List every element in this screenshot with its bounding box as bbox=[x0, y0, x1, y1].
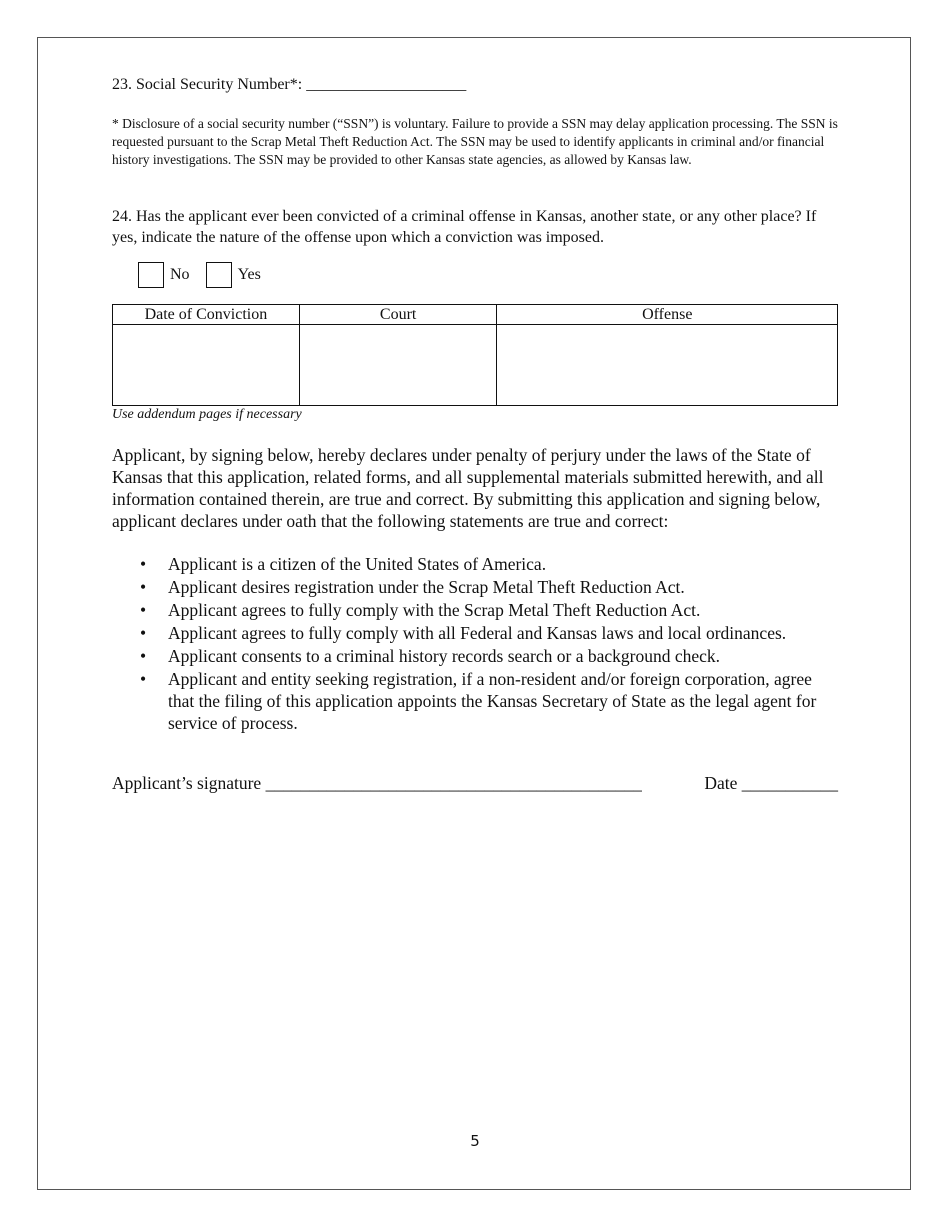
list-item bbox=[112, 599, 838, 621]
addendum-note: Use addendum pages if necessary bbox=[112, 407, 302, 422]
list-item bbox=[112, 645, 838, 667]
statements-list bbox=[112, 553, 838, 735]
statement-text: Applicant desires registration under the Scrap Metal Theft Reduction Act. bbox=[168, 577, 685, 597]
statement-text: Applicant agrees to fully comply with all Federal and Kansas laws and local ordinances. bbox=[168, 623, 787, 643]
signature-row bbox=[112, 773, 838, 794]
no-checkbox[interactable] bbox=[138, 262, 164, 288]
bullet-icon: • bbox=[140, 577, 147, 597]
declaration-paragraph: Applicant, by signing below, hereby declares under penalty of perjury under the laws of the State of Kansas that this application, related forms, and all supplemental materials submitted herewith, and all information contained therein, are true and correct. By submitting this application and signing below, applicant declares under oath that the following statements are true and correct: bbox=[112, 445, 824, 531]
conviction-options bbox=[138, 262, 277, 288]
header-date-of-conviction: Date of Conviction bbox=[113, 305, 300, 325]
offense-cell[interactable] bbox=[497, 325, 838, 406]
page-number: 5 bbox=[470, 1132, 480, 1150]
header-offense: Offense bbox=[497, 305, 838, 325]
yes-checkbox-label: Yes bbox=[237, 266, 261, 283]
bullet-icon: • bbox=[140, 554, 147, 574]
date-of-conviction-cell[interactable] bbox=[113, 325, 300, 406]
list-item bbox=[112, 668, 838, 734]
bullet-icon: • bbox=[140, 600, 147, 620]
statement-text: Applicant and entity seeking registration, if a non-resident and/or foreign corporation, agree that the filing of this application appoints the Kansas Secretary of State as the legal agent for service of process. bbox=[168, 669, 817, 733]
statement-text: Applicant is a citizen of the United States of America. bbox=[168, 554, 547, 574]
list-item bbox=[112, 553, 838, 575]
table-header-row bbox=[113, 305, 838, 325]
convictions-table bbox=[112, 304, 838, 406]
table-row bbox=[113, 325, 838, 406]
no-checkbox-label: No bbox=[170, 266, 190, 283]
list-item bbox=[112, 576, 838, 598]
ssn-question[interactable]: 23. Social Security Number*: ____________________ bbox=[112, 76, 467, 93]
bullet-icon: • bbox=[140, 623, 147, 643]
applicant-signature-field[interactable]: Applicant’s signature ___________________________________________ bbox=[112, 773, 642, 793]
yes-checkbox[interactable] bbox=[206, 262, 232, 288]
date-field[interactable]: Date ___________ bbox=[704, 773, 838, 793]
conviction-question: 24. Has the applicant ever been convicted of a criminal offense in Kansas, another state, or any other place? If yes, indicate the nature of the offense upon which a conviction was imposed. bbox=[112, 208, 817, 246]
ssn-disclosure-note: * Disclosure of a social security number (“SSN”) is voluntary. Failure to provide a SSN may delay application processing. The SSN is requested pursuant to the Scrap Metal Theft Reduction Act. The SSN may be used to identify applicants in criminal and/or financial history investigations. The SSN may be provided to other Kansas state agencies, as allowed by Kansas law. bbox=[112, 116, 838, 167]
bullet-icon: • bbox=[140, 669, 147, 689]
list-item bbox=[112, 622, 838, 644]
statement-text: Applicant consents to a criminal history records search or a background check. bbox=[168, 646, 721, 666]
header-court: Court bbox=[299, 305, 497, 325]
court-cell[interactable] bbox=[299, 325, 497, 406]
bullet-icon: • bbox=[140, 646, 147, 666]
statement-text: Applicant agrees to fully comply with the Scrap Metal Theft Reduction Act. bbox=[168, 600, 701, 620]
